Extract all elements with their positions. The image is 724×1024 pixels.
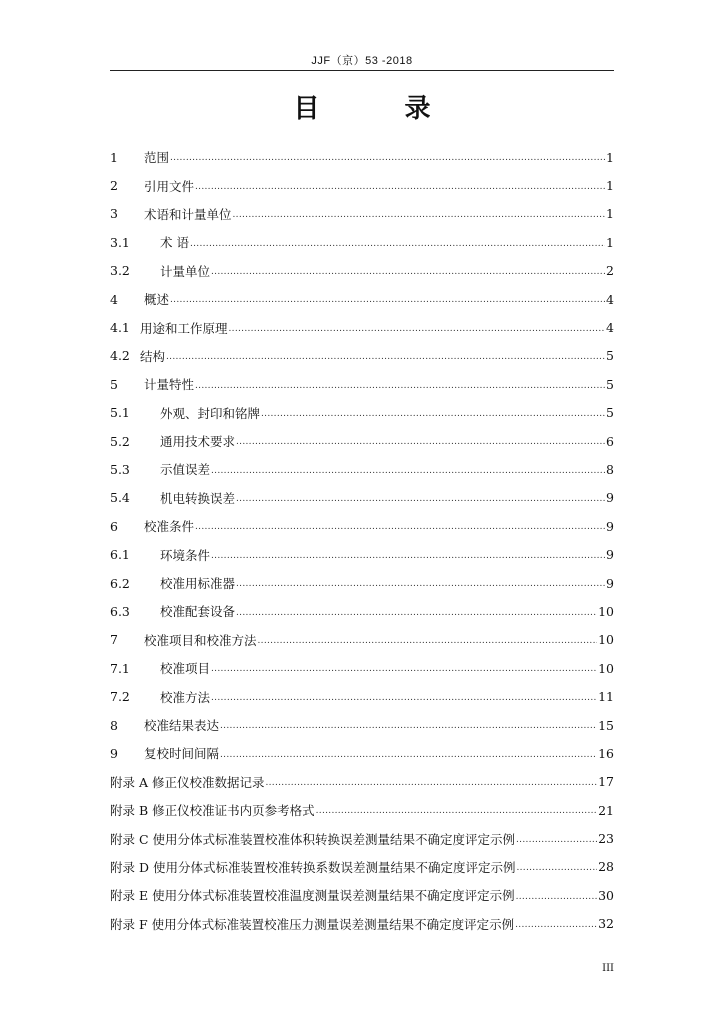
toc-entry[interactable] — [110, 711, 614, 739]
toc-entry-label: 用途和工作原理 — [140, 320, 228, 336]
toc-entry-number: 9 — [110, 745, 118, 761]
toc-entry[interactable] — [110, 228, 614, 256]
dot-leader — [170, 153, 605, 171]
toc-entry-label: 附录 A 修正仪校准数据记录 — [110, 774, 265, 790]
dot-leader — [220, 750, 597, 768]
toc-entry-number: 3 — [110, 206, 118, 222]
toc-entry-page: 5 — [606, 348, 614, 364]
toc-entry-label: 结构 — [140, 348, 166, 364]
dot-leader — [236, 494, 605, 512]
toc-entry-number: 2 — [110, 178, 118, 194]
toc-entry[interactable] — [110, 682, 614, 710]
toc-entry-number: 5 — [110, 376, 118, 392]
toc-entry-page: 10 — [598, 632, 614, 648]
toc-entry-number: 7 — [110, 632, 118, 648]
toc-entry-label: 校准条件 — [144, 519, 195, 535]
toc-entry-label: 校准项目 — [160, 661, 211, 677]
toc-entry[interactable] — [110, 597, 614, 625]
dot-leader — [190, 239, 605, 257]
toc-entry-label: 概述 — [144, 292, 170, 308]
toc-entry-page: 4 — [606, 291, 614, 307]
toc-entry-page: 9 — [606, 490, 614, 506]
toc-entry[interactable] — [110, 910, 614, 938]
toc-entry-label: 附录 B 修正仪校准证书内页参考格式 — [110, 803, 315, 819]
toc-entry-page: 5 — [606, 405, 614, 421]
toc-entry[interactable] — [110, 739, 614, 767]
dot-leader — [195, 522, 605, 540]
dot-leader — [236, 437, 605, 455]
dot-leader — [261, 409, 605, 427]
dot-leader — [220, 721, 597, 739]
toc-entry-number: 7.2 — [110, 689, 130, 705]
dot-leader — [211, 693, 597, 711]
toc-entry[interactable] — [110, 484, 614, 512]
toc-entry-label: 附录 E 使用分体式标准装置校准温度测量误差测量结果不确定度评定示例 — [110, 888, 515, 904]
toc-entry[interactable] — [110, 569, 614, 597]
toc-entry[interactable] — [110, 853, 614, 881]
dot-leader — [166, 352, 605, 370]
toc-entry-number: 5.2 — [110, 433, 130, 449]
toc-entry[interactable] — [110, 399, 614, 427]
dot-leader — [265, 778, 597, 796]
header-rule — [110, 70, 614, 71]
toc-entry-number: 1 — [110, 149, 118, 165]
toc-entry[interactable] — [110, 455, 614, 483]
toc-entry-page: 28 — [598, 859, 614, 875]
dot-leader — [233, 210, 606, 228]
dot-leader — [211, 267, 605, 285]
toc-entry-page: 5 — [606, 376, 614, 392]
document-header: JJF（京）53 -2018 — [311, 55, 413, 67]
toc-entry-number: 6.3 — [110, 603, 130, 619]
toc-entry-page: 17 — [598, 774, 614, 790]
dot-leader — [316, 806, 597, 824]
dot-leader — [515, 920, 597, 938]
dot-leader — [516, 892, 598, 910]
toc-entry-label: 校准结果表达 — [144, 718, 220, 733]
dot-leader — [236, 608, 597, 626]
toc-entry-number: 3.2 — [110, 263, 130, 279]
toc-entry-page: 6 — [606, 433, 614, 449]
toc-entry-label: 附录 D 使用分体式标准装置校准转换系数误差测量结果不确定度评定示例 — [110, 859, 516, 875]
dot-leader — [516, 835, 597, 853]
toc-entry-label: 计量特性 — [144, 377, 195, 393]
toc-entry-number: 5.1 — [110, 405, 130, 421]
toc-entry-label: 校准配套设备 — [160, 604, 236, 620]
toc-entry-page: 9 — [606, 575, 614, 591]
toc-entry-page: 10 — [598, 660, 614, 676]
toc-entry-label: 校准项目和校准方法 — [144, 632, 257, 648]
toc-entry-number: 6.2 — [110, 575, 130, 591]
toc-entry-page: 16 — [598, 745, 614, 761]
toc-entry-number: 7.1 — [110, 660, 130, 676]
toc-entry[interactable] — [110, 512, 614, 540]
toc-entry-page: 1 — [606, 178, 614, 194]
toc-entry-page: 9 — [606, 547, 614, 563]
toc-entry-label: 示值误差 — [160, 462, 211, 478]
toc-entry-label: 范围 — [144, 150, 170, 166]
toc-entry[interactable] — [110, 654, 614, 682]
toc-entry-page: 1 — [606, 206, 614, 222]
toc-entry-label: 术 语 — [160, 235, 189, 251]
toc-entry[interactable] — [110, 370, 614, 398]
toc-entry-label: 外观、封印和铭牌 — [160, 405, 261, 421]
toc-entry-page: 23 — [598, 831, 614, 847]
toc-entry[interactable] — [110, 427, 614, 455]
toc-entry-label: 附录 F 使用分体式标准装置校准压力测量误差测量结果不确定度评定示例 — [110, 916, 515, 932]
toc-entry[interactable] — [110, 342, 614, 370]
toc-entry-number: 8 — [110, 717, 118, 733]
toc-entry-label: 复校时间间隔 — [144, 746, 220, 762]
dot-leader — [236, 579, 605, 597]
page-number: III — [602, 963, 614, 974]
toc-entry-number: 3.1 — [110, 234, 130, 250]
toc-entry-label: 计量单位 — [160, 263, 211, 279]
toc-entry-label: 环境条件 — [160, 547, 211, 563]
toc-entry-page: 2 — [606, 263, 614, 279]
dot-leader — [195, 182, 605, 200]
toc-entry-label: 术语和计量单位 — [144, 206, 232, 222]
toc-entry-page: 32 — [598, 916, 614, 932]
toc-entry-number: 6 — [110, 518, 118, 534]
toc-entry-label: 附录 C 使用分体式标准装置校准体积转换误差测量结果不确定度评定示例 — [110, 831, 516, 847]
toc-entry-number: 6.1 — [110, 547, 130, 563]
dot-leader — [170, 295, 605, 313]
toc-entry[interactable] — [110, 313, 614, 341]
toc-entry[interactable] — [110, 143, 614, 171]
toc-entry[interactable] — [110, 540, 614, 568]
dot-leader — [516, 863, 597, 881]
toc-entry-label: 引用文件 — [144, 178, 195, 194]
toc-entry-label: 机电转换误差 — [160, 490, 236, 506]
toc-entry[interactable] — [110, 626, 614, 654]
toc-entry[interactable] — [110, 285, 614, 313]
dot-leader — [195, 381, 605, 399]
toc-entry-page: 1 — [606, 149, 614, 165]
toc-entry[interactable] — [110, 881, 614, 909]
toc-entry-number: 4.1 — [110, 320, 130, 336]
toc-entry-page: 4 — [606, 320, 614, 336]
toc-entry[interactable] — [110, 200, 614, 228]
dot-leader — [211, 466, 605, 484]
toc-entry[interactable] — [110, 824, 614, 852]
toc-entry-page: 21 — [598, 802, 614, 818]
toc-entry-label: 通用技术要求 — [160, 434, 236, 450]
toc-entry-page: 9 — [606, 518, 614, 534]
toc-entry-label: 校准用标准器 — [160, 576, 236, 592]
toc-entry[interactable] — [110, 171, 614, 199]
toc-entry[interactable] — [110, 257, 614, 285]
toc-entry-page: 15 — [598, 717, 614, 733]
toc-entry[interactable] — [110, 796, 614, 824]
toc-entry-page: 10 — [598, 603, 614, 619]
toc-entry-page: 8 — [606, 461, 614, 477]
toc-entry-page: 1 — [606, 234, 614, 250]
toc-title: 目 录 — [293, 94, 469, 124]
toc-entry-label: 校准方法 — [160, 689, 211, 705]
dot-leader — [211, 551, 605, 569]
toc-entry-number: 5.4 — [110, 490, 130, 506]
dot-leader — [229, 324, 606, 342]
dot-leader — [211, 664, 597, 682]
toc-entry-number: 4 — [110, 291, 118, 307]
toc-entry[interactable] — [110, 768, 614, 796]
toc-entry-number: 4.2 — [110, 348, 130, 364]
toc-entry-number: 5.3 — [110, 461, 130, 477]
toc-entry-page: 30 — [598, 887, 614, 903]
dot-leader — [258, 636, 598, 654]
toc-entry-page: 11 — [598, 689, 614, 705]
table-of-contents — [110, 143, 614, 938]
